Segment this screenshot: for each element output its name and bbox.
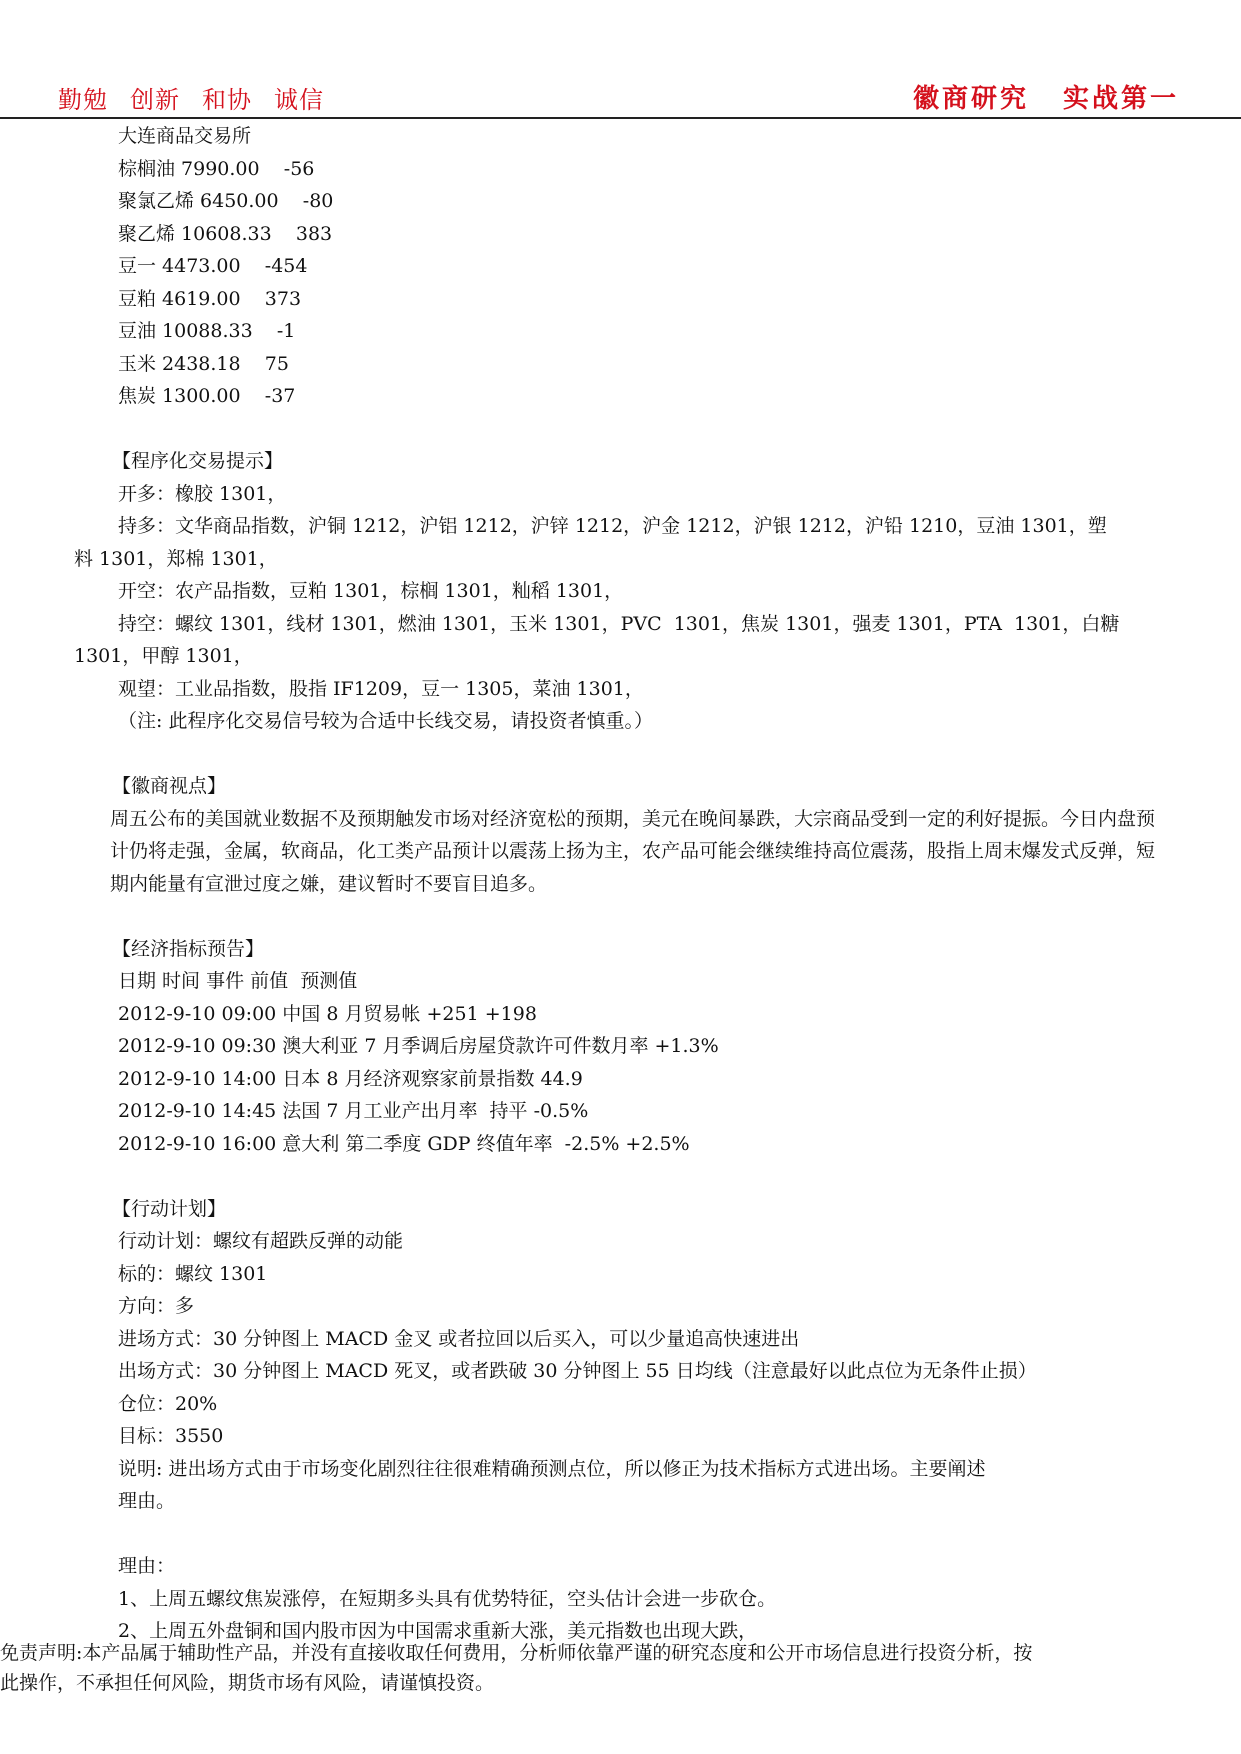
econ-row: 2012-9-10 14:45 法国 7 月工业产出月率 持平 -0.5% bbox=[118, 1100, 589, 1122]
plan-line: 目标：3550 bbox=[118, 1425, 224, 1447]
motto-3: 和协 bbox=[202, 86, 252, 114]
plan-line: 仓位：20% bbox=[118, 1392, 218, 1415]
motto-1: 勤勉 bbox=[58, 86, 108, 114]
plan-line: 理由。 bbox=[118, 1490, 176, 1512]
program-watch: 观望：工业品指数，股指 IF1209，豆一 1305，菜油 1301， bbox=[118, 677, 644, 700]
dce-title: 大连商品交易所 bbox=[118, 125, 252, 147]
econ-row: 2012-9-10 16:00 意大利 第二季度 GDP 终值年率 -2.5% +2.5% bbox=[118, 1132, 690, 1155]
reason-item: 2、上周五外盘铜和国内股市因为中国需求重新大涨，美元指数也出现大跌， bbox=[118, 1620, 758, 1642]
dce-row: 玉米 2438.18 75 bbox=[118, 352, 289, 375]
document-body bbox=[0, 120, 1241, 1648]
econ-title: 【经济指标预告】 bbox=[112, 937, 265, 960]
dce-row: 焦炭 1300.00 -37 bbox=[118, 385, 296, 407]
page-header bbox=[0, 0, 1241, 118]
plan-line: 出场方式：30 分钟图上 MACD 死叉，或者跌破 30 分钟图上 55 日均线（注意最好以此点位为无条件止损） bbox=[118, 1360, 1037, 1382]
program-hold-long: 持多：文华商品指数，沪铜 1212，沪铝 1212，沪锌 1212，沪金 1212，沪银 1212，沪铅 1210，豆油 1301，塑 bbox=[118, 515, 1107, 537]
plan-line: 说明: 进出场方式由于市场变化剧烈往往很难精确预测点位，所以修正为技术指标方式进出场。主要阐述 bbox=[118, 1457, 986, 1480]
plan-line: 标的：螺纹 1301 bbox=[118, 1262, 268, 1285]
program-hold-short-cont: 1301，甲醇 1301， bbox=[74, 645, 253, 667]
dce-row: 豆一 4473.00 -454 bbox=[118, 255, 308, 277]
reasons-title: 理由： bbox=[118, 1555, 176, 1577]
dce-row: 聚乙烯 10608.33 383 bbox=[118, 222, 333, 245]
motto-2: 创新 bbox=[130, 86, 180, 114]
dce-row: 聚氯乙烯 6450.00 -80 bbox=[118, 190, 334, 212]
program-open-long: 开多：橡胶 1301， bbox=[118, 482, 287, 505]
program-open-short: 开空：农产品指数，豆粕 1301，棕榈 1301，籼稻 1301， bbox=[118, 580, 624, 602]
header-rule bbox=[0, 117, 1241, 119]
brand-slogan bbox=[913, 78, 1179, 115]
view-title: 【徽商视点】 bbox=[112, 775, 227, 797]
plan-title: 【行动计划】 bbox=[112, 1197, 227, 1220]
dce-row: 豆粕 4619.00 373 bbox=[118, 287, 302, 310]
dce-row: 棕榈油 7990.00 -56 bbox=[118, 157, 315, 180]
program-hold-long-cont: 料 1301，郑棉 1301， bbox=[74, 547, 278, 570]
plan-line: 进场方式：30 分钟图上 MACD 金叉 或者拉回以后买入，可以少量追高快速进出 bbox=[118, 1327, 800, 1350]
dce-row: 豆油 10088.33 -1 bbox=[118, 320, 296, 342]
brand-1: 徽商研究 bbox=[912, 84, 1029, 114]
plan-line: 行动计划：螺纹有超跌反弹的动能 bbox=[118, 1230, 404, 1252]
motto bbox=[58, 80, 346, 115]
disclaimer-line: 免责声明:本产品属于辅助性产品，并没有直接收取任何费用，分析师依靠严谨的研究态度和公开市场信息进行投资分析，按 bbox=[0, 1642, 1033, 1664]
econ-header: 日期 时间 事件 前值 预测值 bbox=[118, 970, 358, 992]
econ-row: 2012-9-10 09:00 中国 8 月贸易帐 +251 +198 bbox=[118, 1002, 537, 1025]
motto-4: 诚信 bbox=[274, 86, 324, 114]
view-text: 周五公布的美国就业数据不及预期触发市场对经济宽松的预期，美元在晚间暴跌，大宗商品受到一定的利好提振。今日内盘预计仍将走强，金属，软商品，化工类产品预计以震荡上扬为主，农产品可能会继续维持高位震荡，股指上周末爆发式反弹，短期内能量有宣泄过度之嫌，建议暂时不要盲目追多。 bbox=[110, 807, 1156, 895]
econ-row: 2012-9-10 09:30 澳大利亚 7 月季调后房屋贷款许可件数月率 +1.3% bbox=[118, 1035, 719, 1057]
plan-line: 方向：多 bbox=[118, 1295, 195, 1317]
program-title: 【程序化交易提示】 bbox=[112, 450, 284, 472]
brand-2: 实战第一 bbox=[1062, 84, 1179, 114]
econ-row: 2012-9-10 14:00 日本 8 月经济观察家前景指数 44.9 bbox=[118, 1067, 583, 1090]
reason-item: 1、上周五螺纹焦炭涨停，在短期多头具有优势特征，空头估计会进一步砍仓。 bbox=[118, 1587, 777, 1610]
program-hold-short: 持空：螺纹 1301，线材 1301，燃油 1301，玉米 1301，PVC 1301，焦炭 1301，强麦 1301，PTA 1301，白糖 bbox=[118, 612, 1120, 635]
disclaimer-line: 此操作，不承担任何风险，期货市场有风险，请谨慎投资。 bbox=[0, 1672, 495, 1694]
program-note: （注: 此程序化交易信号较为合适中长线交易，请投资者慎重。） bbox=[118, 710, 653, 732]
disclaimer bbox=[0, 1638, 1241, 1698]
